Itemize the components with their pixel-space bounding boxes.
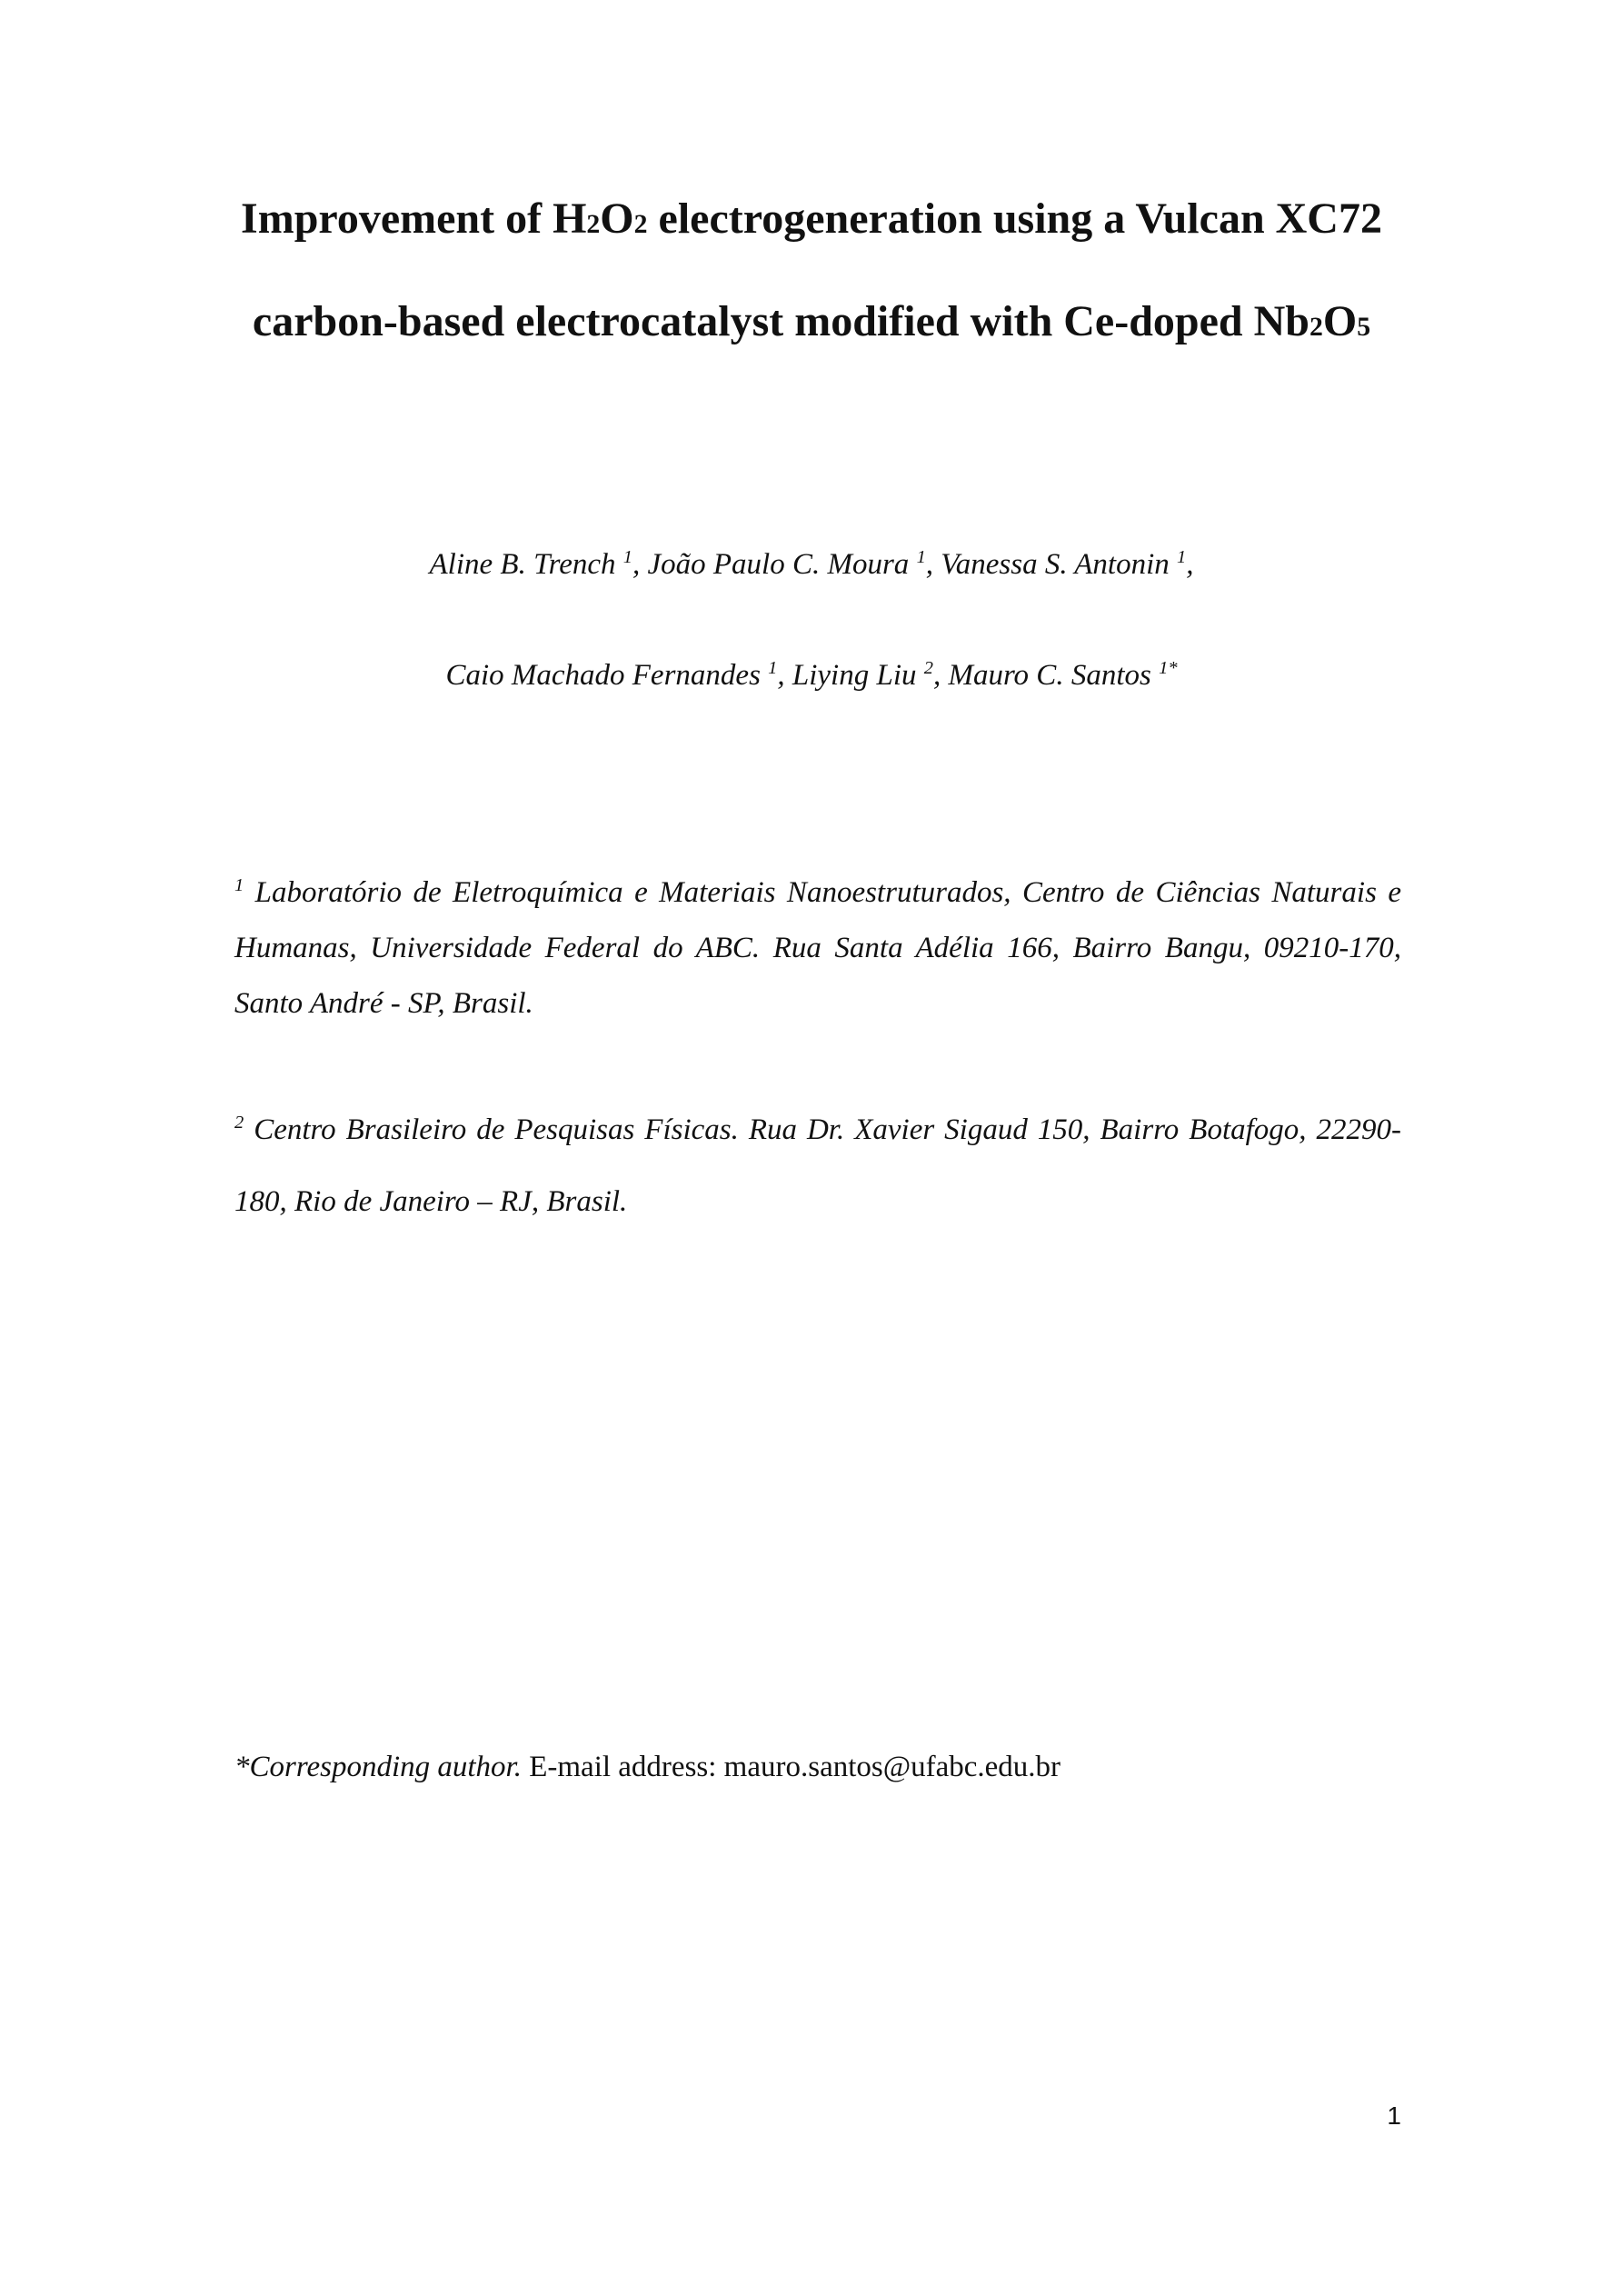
affiliation-2 — [234, 1094, 1401, 1238]
title-text: O — [1322, 297, 1358, 345]
title-subscript: 2 — [586, 209, 601, 239]
corresponding-author-label: *Corresponding author. — [234, 1751, 522, 1783]
author-separator: , — [1186, 548, 1194, 581]
corresponding-author-email: E-mail address: mauro.santos@ufabc.edu.br — [521, 1751, 1061, 1783]
title-subscript: 5 — [1357, 312, 1371, 342]
author-affiliation-mark: 1 — [916, 547, 926, 567]
title-subscript: 2 — [633, 209, 648, 239]
author-separator: , — [777, 659, 792, 692]
paper-title-line-2 — [164, 296, 1459, 353]
author-affiliation-mark: 2 — [923, 658, 933, 678]
author-affiliation-mark: 1 — [1177, 547, 1187, 567]
affiliation-text: Centro Brasileiro de Pesquisas Físicas. Rua Dr. Xavier Sigaud 150, Bairro Botafogo, 22290-180, Rio de Janeiro – RJ, Brasil. — [234, 1113, 1401, 1218]
title-subscript: 2 — [1309, 312, 1323, 342]
author-name: Vanessa S. Antonin — [941, 548, 1178, 581]
paper-title-line-1 — [164, 194, 1459, 250]
page-number: 1 — [1387, 2101, 1401, 2130]
affiliation-mark: 1 — [234, 875, 244, 895]
title-text: Improvement of H — [241, 195, 587, 243]
author-separator: , — [932, 659, 949, 692]
author-affiliation-mark: 1 — [622, 547, 632, 567]
author-name: Liying Liu — [792, 659, 924, 692]
author-name: Caio Machado Fernandes — [445, 659, 769, 692]
author-affiliation-mark: 1* — [1159, 658, 1178, 678]
author-name: Mauro C. Santos — [948, 659, 1160, 692]
corresponding-author-note — [234, 1749, 1060, 1785]
author-list-line-1 — [164, 546, 1459, 583]
affiliation-mark: 2 — [234, 1113, 244, 1133]
title-text: carbon-based electrocatalyst modified with Ce-doped Nb — [252, 297, 1309, 345]
author-affiliation-mark: 1 — [768, 658, 778, 678]
title-text: electrogeneration using a Vulcan XC72 — [647, 195, 1382, 243]
author-separator: , — [632, 548, 648, 581]
author-separator: , — [925, 548, 941, 581]
affiliation-1 — [234, 865, 1401, 1032]
affiliation-text: Laboratório de Eletroquímica e Materiais Nanoestruturados, Centro de Ciências Naturais e Humanas, Universidade Federal do ABC. Rua Santa Adélia 166, Bairro Bangu, 09210-170, Santo André - SP, Brasil. — [234, 876, 1401, 1020]
author-name: Aline B. Trench — [429, 548, 623, 581]
author-list-line-2 — [164, 657, 1459, 694]
title-text: O — [600, 195, 634, 243]
author-name: João Paulo C. Moura — [647, 548, 917, 581]
